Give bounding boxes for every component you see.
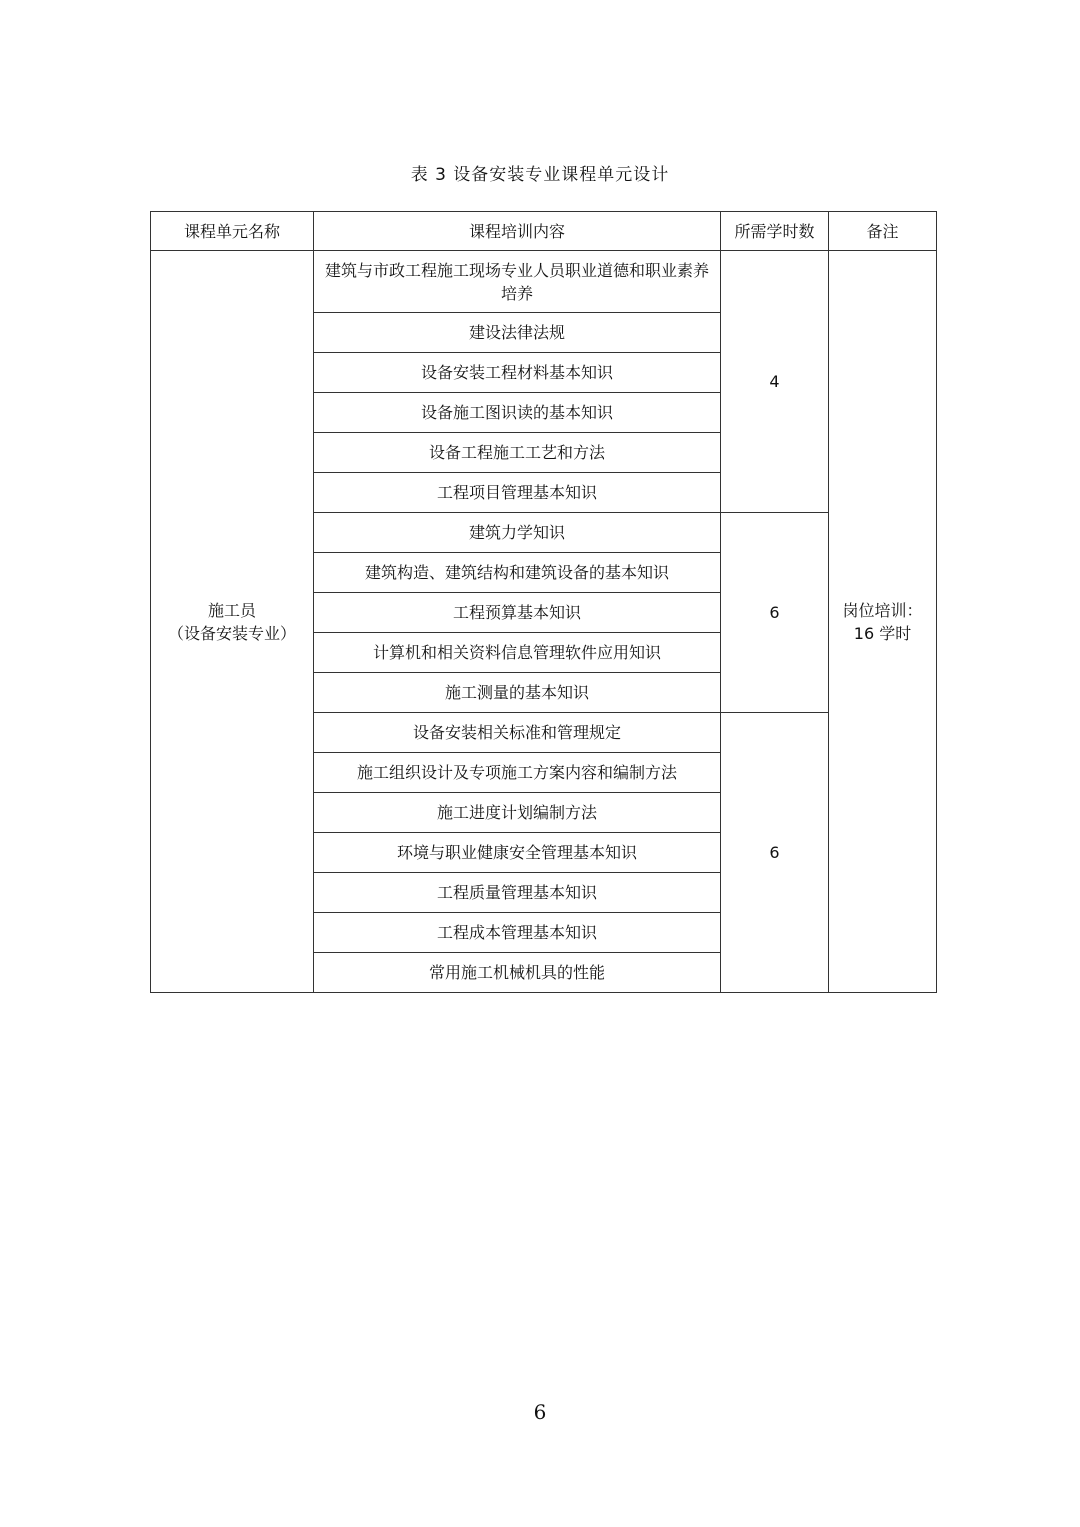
content-cell: 施工测量的基本知识 (314, 673, 721, 713)
unit-name: 施工员 (207, 600, 256, 620)
content-cell: 设备安装相关标准和管理规定 (314, 713, 721, 753)
page-number: 6 (533, 1400, 547, 1424)
content-cell: 施工组织设计及专项施工方案内容和编制方法 (314, 753, 721, 793)
content-cell: 计算机和相关资料信息管理软件应用知识 (314, 633, 721, 673)
hours-cell-group-3: 6 (721, 713, 829, 993)
content-cell: 建筑构造、建筑结构和建筑设备的基本知识 (314, 553, 721, 593)
content-cell: 工程项目管理基本知识 (314, 473, 721, 513)
content-cell: 建设法律法规 (314, 313, 721, 353)
unit-name-cell (151, 251, 314, 993)
table-row (151, 251, 937, 313)
remark-hours: 16 学时 (853, 623, 912, 643)
course-unit-table (150, 211, 937, 993)
header-unit-name: 课程单元名称 (151, 212, 314, 251)
content-cell: 设备工程施工工艺和方法 (314, 433, 721, 473)
content-cell: 设备施工图识读的基本知识 (314, 393, 721, 433)
header-training-content: 课程培训内容 (314, 212, 721, 251)
header-row (151, 212, 937, 251)
content-cell: 设备安装工程材料基本知识 (314, 353, 721, 393)
content-cell: 工程成本管理基本知识 (314, 913, 721, 953)
hours-cell-group-1: 4 (721, 251, 829, 513)
content-cell: 施工进度计划编制方法 (314, 793, 721, 833)
remark-cell (829, 251, 937, 993)
content-cell: 环境与职业健康安全管理基本知识 (314, 833, 721, 873)
unit-specialty: （设备安装专业） (167, 623, 296, 643)
content-cell: 常用施工机械机具的性能 (314, 953, 721, 993)
hours-cell-group-2: 6 (721, 513, 829, 713)
content-cell: 建筑力学知识 (314, 513, 721, 553)
table-caption: 表 3 设备安装专业课程单元设计 (410, 165, 670, 185)
content-cell: 建筑与市政工程施工现场专业人员职业道德和职业素养培养 (314, 251, 721, 313)
header-remark: 备注 (829, 212, 937, 251)
header-hours: 所需学时数 (721, 212, 829, 251)
remark-label: 岗位培训： (842, 600, 923, 620)
content-cell: 工程预算基本知识 (314, 593, 721, 633)
content-cell: 工程质量管理基本知识 (314, 873, 721, 913)
